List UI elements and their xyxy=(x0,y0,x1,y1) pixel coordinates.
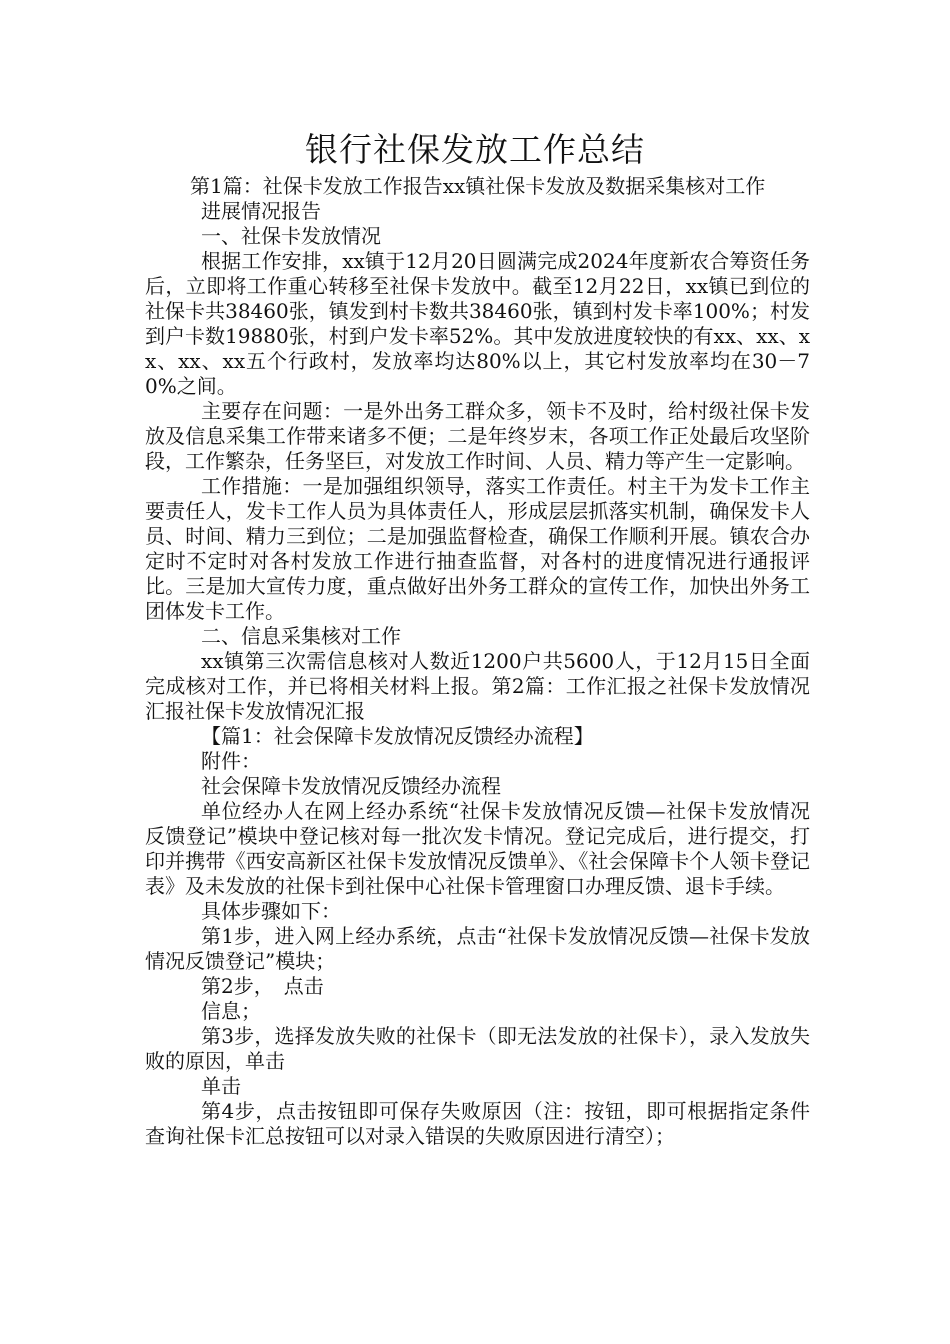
paragraph-step-3-click: 单击 xyxy=(201,1074,241,1098)
paragraph-process-title: 社会保障卡发放情况反馈经办流程 xyxy=(201,774,501,798)
paragraph-step-3: 第3步，选择发放失败的社保卡（即无法发放的社保卡），录入发放失败的原因，单击 xyxy=(145,1024,810,1073)
paragraph-step-2-info: 信息； xyxy=(201,999,261,1023)
paragraph-work-measures: 工作措施：一是加强组织领导，落实工作责任。村主干为发卡工作主要责任人，发卡工作人员为具体责任人，形成层层抓落实机制，确保发卡人员、时间、精力三到位；二是加强监督检查，确保工作顺利开展。镇农合办定时不定时对各村发放工作进行抽查监督，对各村的进度情况进行通报评比。三是加大宣传力度，重点做好出外务工群众的宣传工作，加快出外务工团体发卡工作。 xyxy=(145,474,810,623)
paragraph-process-description: 单位经办人在网上经办系统“社保卡发放情况反馈—社保卡发放情况反馈登记”模块中登记核对每一批次发卡情况。登记完成后，进行提交，打印并携带《西安高新区社保卡发放情况反馈单》、《社会保障卡个人领卡登记表》及未发放的社保卡到社保中心社保卡管理窗口办理反馈、退卡手续。 xyxy=(145,799,810,898)
paragraph-report-subtitle: 进展情况报告 xyxy=(201,199,321,223)
paragraph-chapter-1-heading: 第1篇：社保卡发放工作报告xx镇社保卡发放及数据采集核对工作 xyxy=(190,174,766,198)
paragraph-part-1-heading: 【篇1：社会保障卡发放情况反馈经办流程】 xyxy=(201,724,594,748)
document-title: 银行社保发放工作总结 xyxy=(305,130,645,169)
paragraph-main-problems: 主要存在问题：一是外出务工群众多，领卡不及时，给村级社保卡发放及信息采集工作带来诸多不便；二是年终岁末，各项工作正处最后攻坚阶段，工作繁杂，任务坚巨，对发放工作时间、人员、精力等产生一定影响。 xyxy=(145,399,810,473)
paragraph-step-2: 第2步， 点击 xyxy=(201,974,324,998)
paragraph-step-1: 第1步，进入网上经办系统，点击“社保卡发放情况反馈—社保卡发放情况反馈登记”模块； xyxy=(145,924,810,973)
paragraph-steps-intro: 具体步骤如下： xyxy=(201,899,341,923)
paragraph-step-4: 第4步，点击按钮即可保存失败原因（注：按钮，即可根据指定条件查询社保卡汇总按钮可以对录入错误的失败原因进行清空）； xyxy=(145,1099,810,1148)
paragraph-issuance-status: 根据工作安排，xx镇于12月20日圆满完成2024年度新农合筹资任务后，立即将工作重心转移至社保卡发放中。截至12月22日，xx镇已到位的社保卡共38460张，镇发到村卡数共38460张，镇到村发卡率100%；村发到户卡数19880张，村到户发卡率52%。其中发放进度较快的有xx、xx、xx、xx、xx五个行政村，发放率均达80%以上，其它村发放率均在30－70%之间。 xyxy=(145,249,810,398)
section-heading-card-issuance: 一、社保卡发放情况 xyxy=(201,224,381,248)
section-heading-info-collection: 二、信息采集核对工作 xyxy=(201,624,401,648)
document-body xyxy=(145,174,810,1149)
paragraph-attachment-label: 附件： xyxy=(201,749,261,773)
paragraph-info-verification: xx镇第三次需信息核对人数近1200户共5600人，于12月15日全面完成核对工作，并已将相关材料上报。第2篇：工作汇报之社保卡发放情况汇报社保卡发放情况汇报 xyxy=(145,649,810,723)
